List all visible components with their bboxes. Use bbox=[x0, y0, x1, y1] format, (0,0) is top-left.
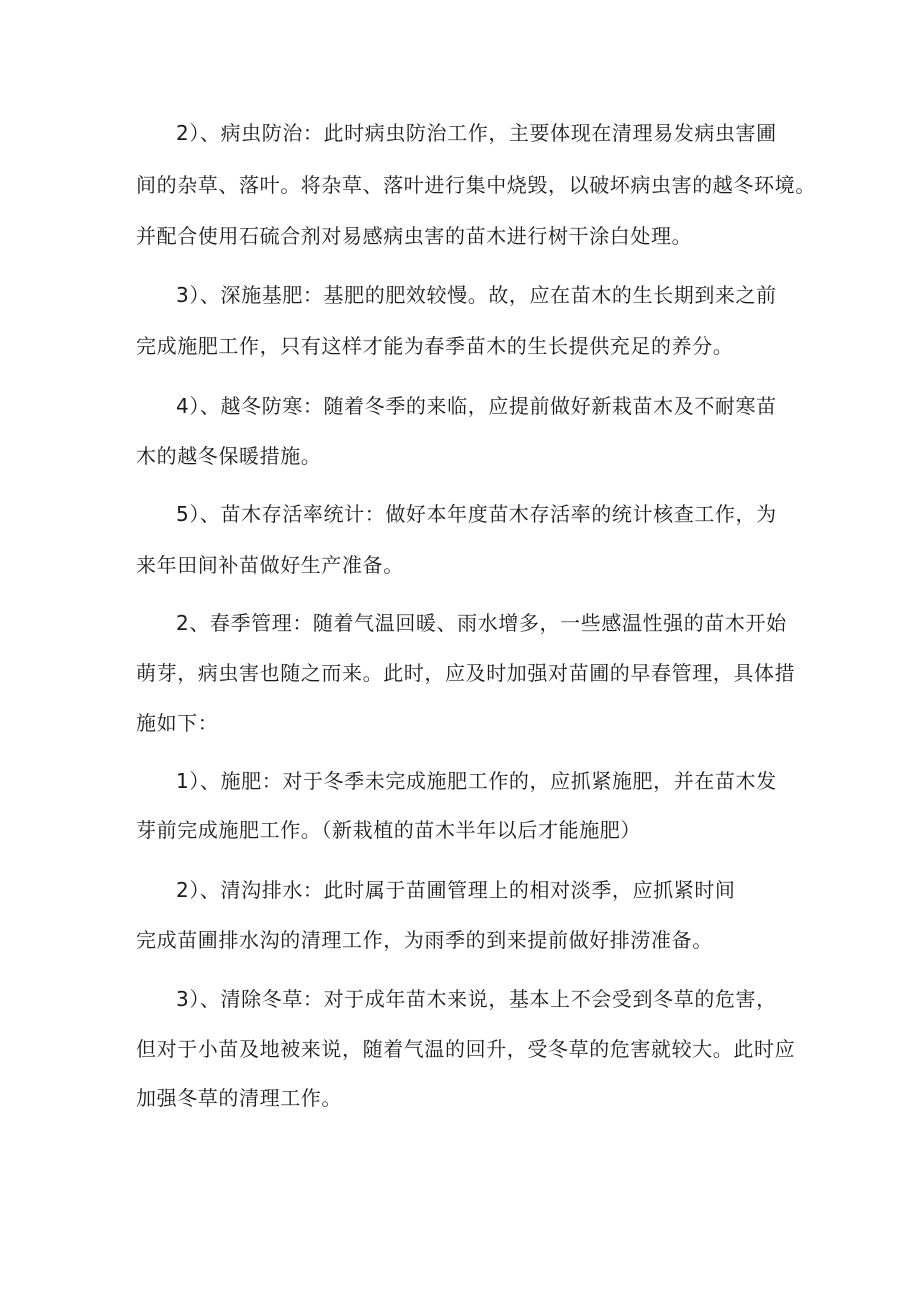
paragraph-4-line-2: 来年田间补苗做好生产准备。 bbox=[136, 553, 404, 577]
paragraph-8-line-1: 3）、清除冬草：对于成年苗木来说，基本上不会受到冬草的危害， bbox=[176, 987, 777, 1011]
paragraph-7-line-2: 完成苗圃排水沟的清理工作，为雨季的到来提前做好排涝准备。 bbox=[136, 928, 713, 952]
paragraph-5-line-2: 萌芽，病虫害也随之而来。此时，应及时加强对苗圃的早春管理，具体措 bbox=[136, 661, 796, 685]
paragraph-3-line-1: 4）、越冬防寒：随着冬季的来临，应提前做好新栽苗木及不耐寒苗 bbox=[176, 394, 777, 418]
paragraph-1-line-3: 并配合使用石硫合剂对易感病虫害的苗木进行树干涂白处理。 bbox=[136, 224, 693, 248]
paragraph-2-line-1: 3）、深施基肥：基肥的肥效较慢。故，应在苗木的生长期到来之前 bbox=[176, 283, 777, 307]
paragraph-3-line-2: 木的越冬保暖措施。 bbox=[136, 444, 322, 468]
paragraph-7-line-1: 2）、清沟排水：此时属于苗圃管理上的相对淡季，应抓紧时间 bbox=[176, 878, 736, 902]
paragraph-5-line-1: 2、春季管理：随着气温回暖、雨水增多，一些感温性强的苗木开始 bbox=[176, 611, 787, 635]
paragraph-8-line-3: 加强冬草的清理工作。 bbox=[136, 1086, 342, 1110]
paragraph-1-line-2: 间的杂草、落叶。将杂草、落叶进行集中烧毁，以破坏病虫害的越冬环境。 bbox=[136, 173, 816, 197]
paragraph-6-line-1: 1）、施肥：对于冬季未完成施肥工作的，应抓紧施肥，并在苗木发 bbox=[176, 769, 777, 793]
paragraph-6-line-2: 芽前完成施肥工作。（新栽植的苗木半年以后才能施肥） bbox=[136, 818, 641, 842]
paragraph-8-line-2: 但对于小苗及地被来说，随着气温的回升，受冬草的危害就较大。此时应 bbox=[136, 1037, 796, 1061]
paragraph-1-line-1: 2）、病虫防治：此时病虫防治工作，主要体现在清理易发病虫害圃 bbox=[176, 121, 777, 145]
paragraph-5-line-3: 施如下： bbox=[136, 711, 219, 735]
paragraph-2-line-2: 完成施肥工作，只有这样才能为春季苗木的生长提供充足的养分。 bbox=[136, 334, 734, 358]
paragraph-4-line-1: 5）、苗木存活率统计：做好本年度苗木存活率的统计核查工作，为 bbox=[176, 502, 777, 526]
